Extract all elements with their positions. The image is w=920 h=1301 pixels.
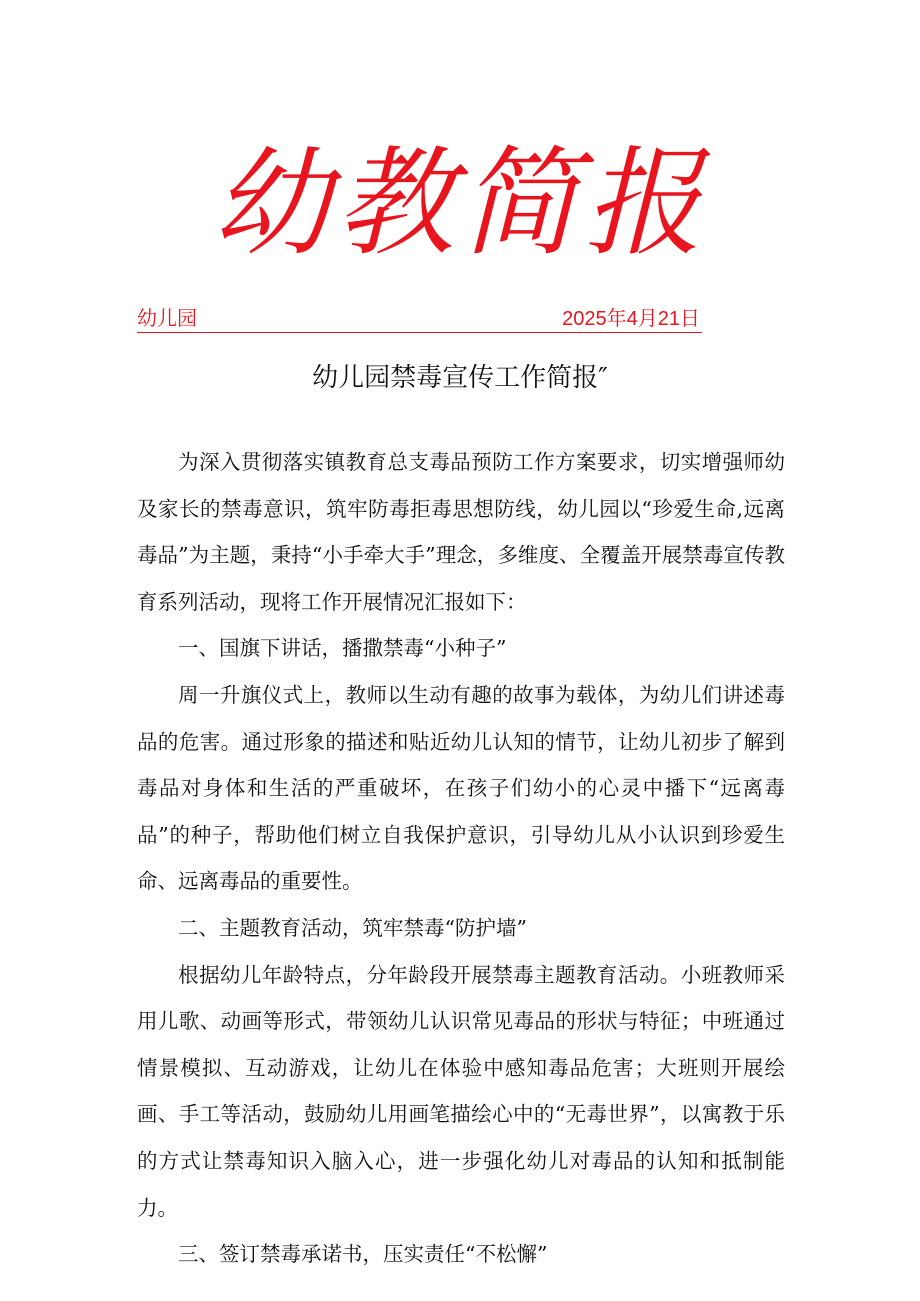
document-body (137, 439, 785, 1278)
section-heading-3: 三、签订禁毒承诺书，压实责任“不松懈” (178, 1242, 548, 1267)
section-heading-1: 一、国旗下讲话，播撒禁毒“小种子” (178, 636, 507, 661)
header-rule (137, 306, 702, 333)
document-title: 幼儿园禁毒宣传工作简报″ (312, 363, 608, 393)
masthead-title: 幼教简报 (211, 134, 708, 272)
section-heading-2: 二、主题教育活动，筑牢禁毒“防护墙” (178, 915, 527, 940)
org-name: 幼儿园 (137, 308, 197, 330)
issue-date: 2025年4月21日 (562, 308, 700, 330)
paragraph-section-2: 根据幼儿年龄特点，分年龄段开展禁毒主题教育活动。小班教师采用儿歌、动画等形式，带领幼儿认识常见毒品的形状与特征；中班通过情景模拟、互动游戏，让幼儿在体验中感知毒品危害；大班则开展绘画、手工等活动，鼓励幼儿用画笔描绘心中的“无毒世界”，以寓教于乐的方式让禁毒知识入脑入心，进一步强化幼儿对毒品的认知和抵制能力。 (137, 962, 785, 1220)
paragraph-intro: 为深入贯彻落实镇教育总支毒品预防工作方案要求，切实增强师幼及家长的禁毒意识，筑牢防毒拒毒思想防线，幼儿园以“珍爱生命,远离毒品”为主题，秉持“小手牵大手”理念，多维度、全覆盖开展禁毒宣传教育系列活动，现将工作开展情况汇报如下： (137, 450, 785, 614)
paragraph-section-1: 周一升旗仪式上，教师以生动有趣的故事为载体，为幼儿们讲述毒品的危害。通过形象的描述和贴近幼儿认知的情节，让幼儿初步了解到毒品对身体和生活的严重破坏，在孩子们幼小的心灵中播下“远离毒品”的种子，帮助他们树立自我保护意识，引导幼儿从小认识到珍爱生命、远离毒品的重要性。 (137, 682, 785, 894)
